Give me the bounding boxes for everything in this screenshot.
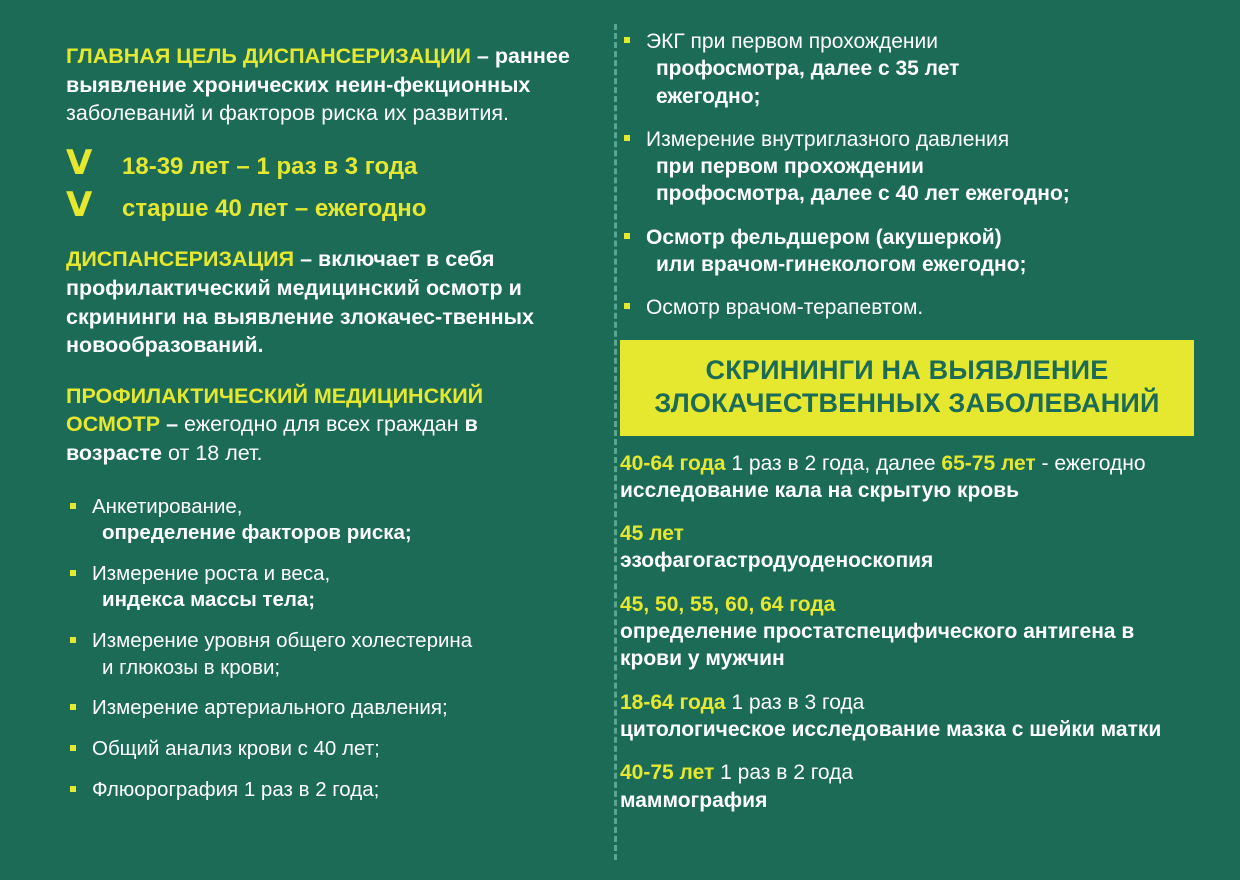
left-column [24,28,584,862]
check-icon: V [66,142,93,183]
screening-age: 18-64 года [620,690,726,714]
screening-name: маммография [620,788,768,812]
list-item [620,294,1194,321]
list-item [66,736,576,763]
intro-paragraph [66,42,576,128]
screening-age: 45, 50, 55, 60, 64 года [620,592,836,616]
screening-freq: 1 раз в 2 года [714,761,854,785]
screening-item [620,450,1194,505]
profosmotr-light-2: от 18 лет. [168,440,263,465]
list-item [66,777,576,804]
screening-freq: 1 раз в 3 года [725,690,865,714]
list-item [620,28,1194,110]
screening-freq-2: - ежегодно [1035,451,1146,475]
bullet-line-1: Анкетирование, [92,494,243,518]
bullet-line-3: профосмотра, далее с 40 лет ежегодно; [656,182,1070,206]
check-label-2: старше 40 лет – ежегодно [122,194,427,222]
bullet-line-1: Осмотр врачом-терапевтом. [646,296,924,320]
screening-name: эзофагогастродуоденоскопия [620,549,934,573]
bullet-line-1: Измерение внутриглазного давления [646,127,1010,151]
screening-banner-line-2: ЗЛОКАЧЕСТВЕННЫХ ЗАБОЛЕВАНИЙ [654,387,1160,418]
bullet-line-1: Измерение роста и веса, [92,561,331,585]
bullet-line-1: Осмотр фельдшером (акушеркой) [646,225,1002,249]
screening-banner [620,340,1194,436]
right-column [584,28,1204,862]
check-item-2 [66,184,576,225]
vertical-divider [614,24,617,860]
list-item [620,224,1194,279]
screening-name: исследование кала на скрытую кровь [620,478,1020,502]
intro-heading: ГЛАВНАЯ ЦЕЛЬ ДИСПАНСЕРИЗАЦИИ [66,44,471,68]
profosmotr-bold-1: в возрасте [66,412,478,465]
bullet-line-2: индекса массы тела; [102,588,316,612]
screening-age-2: 65-75 лет [941,451,1036,475]
screening-item [620,591,1194,673]
list-item [66,561,576,614]
intro-bold: раннее выявление хронических неин-фекционных [66,44,570,97]
bullet-line-2: или врачом-гинекологом ежегодно; [656,253,1027,277]
screening-age: 40-64 года [620,451,726,475]
bullet-line-2: определение факторов риска; [102,521,412,545]
bullet-line-1: Общий анализ крови с 40 лет; [92,737,380,761]
intro-rest: заболеваний и факторов риска их развития. [66,101,509,126]
left-bullet-list [66,494,576,804]
bullet-line-3: ежегодно; [656,84,761,108]
bullet-line-1: ЭКГ при первом прохождении [646,30,938,53]
dispanserizaciya-text: – включает в себя профилактический медицинский осмотр и скрининги на выявление злокачес-твенных новообразований. [66,247,534,358]
bullet-line-1: Флюорография 1 раз в 2 года; [92,777,380,801]
screening-name: определение простатспецифического антигена в крови у мужчин [620,620,1135,671]
check-icon: V [66,184,93,225]
screening-item [620,759,1194,814]
profosmotr-dash: – [166,412,179,437]
list-item [66,628,576,681]
screening-freq: 1 раз в 2 года, далее [725,451,942,475]
bullet-line-2: и глюкозы в крови; [102,655,281,679]
list-item [66,494,576,547]
dispanserizaciya-heading: ДИСПАНСЕРИЗАЦИЯ [66,247,295,272]
bullet-line-1: Измерение уровня общего холестерина [92,629,473,653]
dispanserizaciya-paragraph [66,245,576,359]
bullet-line-2: при первом прохождении [656,155,924,179]
screening-banner-line-1: СКРИНИНГИ НА ВЫЯВЛЕНИЕ [705,354,1109,385]
screening-name: цитологическое исследование мазка с шейки матки [620,717,1162,741]
profosmotr-paragraph [66,382,576,468]
check-item-1 [66,142,576,183]
profosmotr-light-1: ежегодно для всех граждан [184,412,459,437]
screening-age: 45 лет [620,522,684,546]
intro-dash: – [476,44,489,68]
list-item [620,126,1194,208]
bullet-line-1: Измерение артериального давления; [92,696,448,720]
list-item [66,695,576,722]
right-bullet-list [620,28,1194,322]
check-label-1: 18-39 лет – 1 раз в 3 года [122,152,418,180]
screening-age: 40-75 лет [620,761,715,785]
screening-item [620,520,1194,575]
bullet-line-2: профосмотра, далее с 35 лет [656,57,960,81]
profosmotr-heading: ПРОФИЛАКТИЧЕСКИЙ МЕДИЦИНСКИЙ ОСМОТР [66,383,484,437]
screening-item [620,689,1194,744]
